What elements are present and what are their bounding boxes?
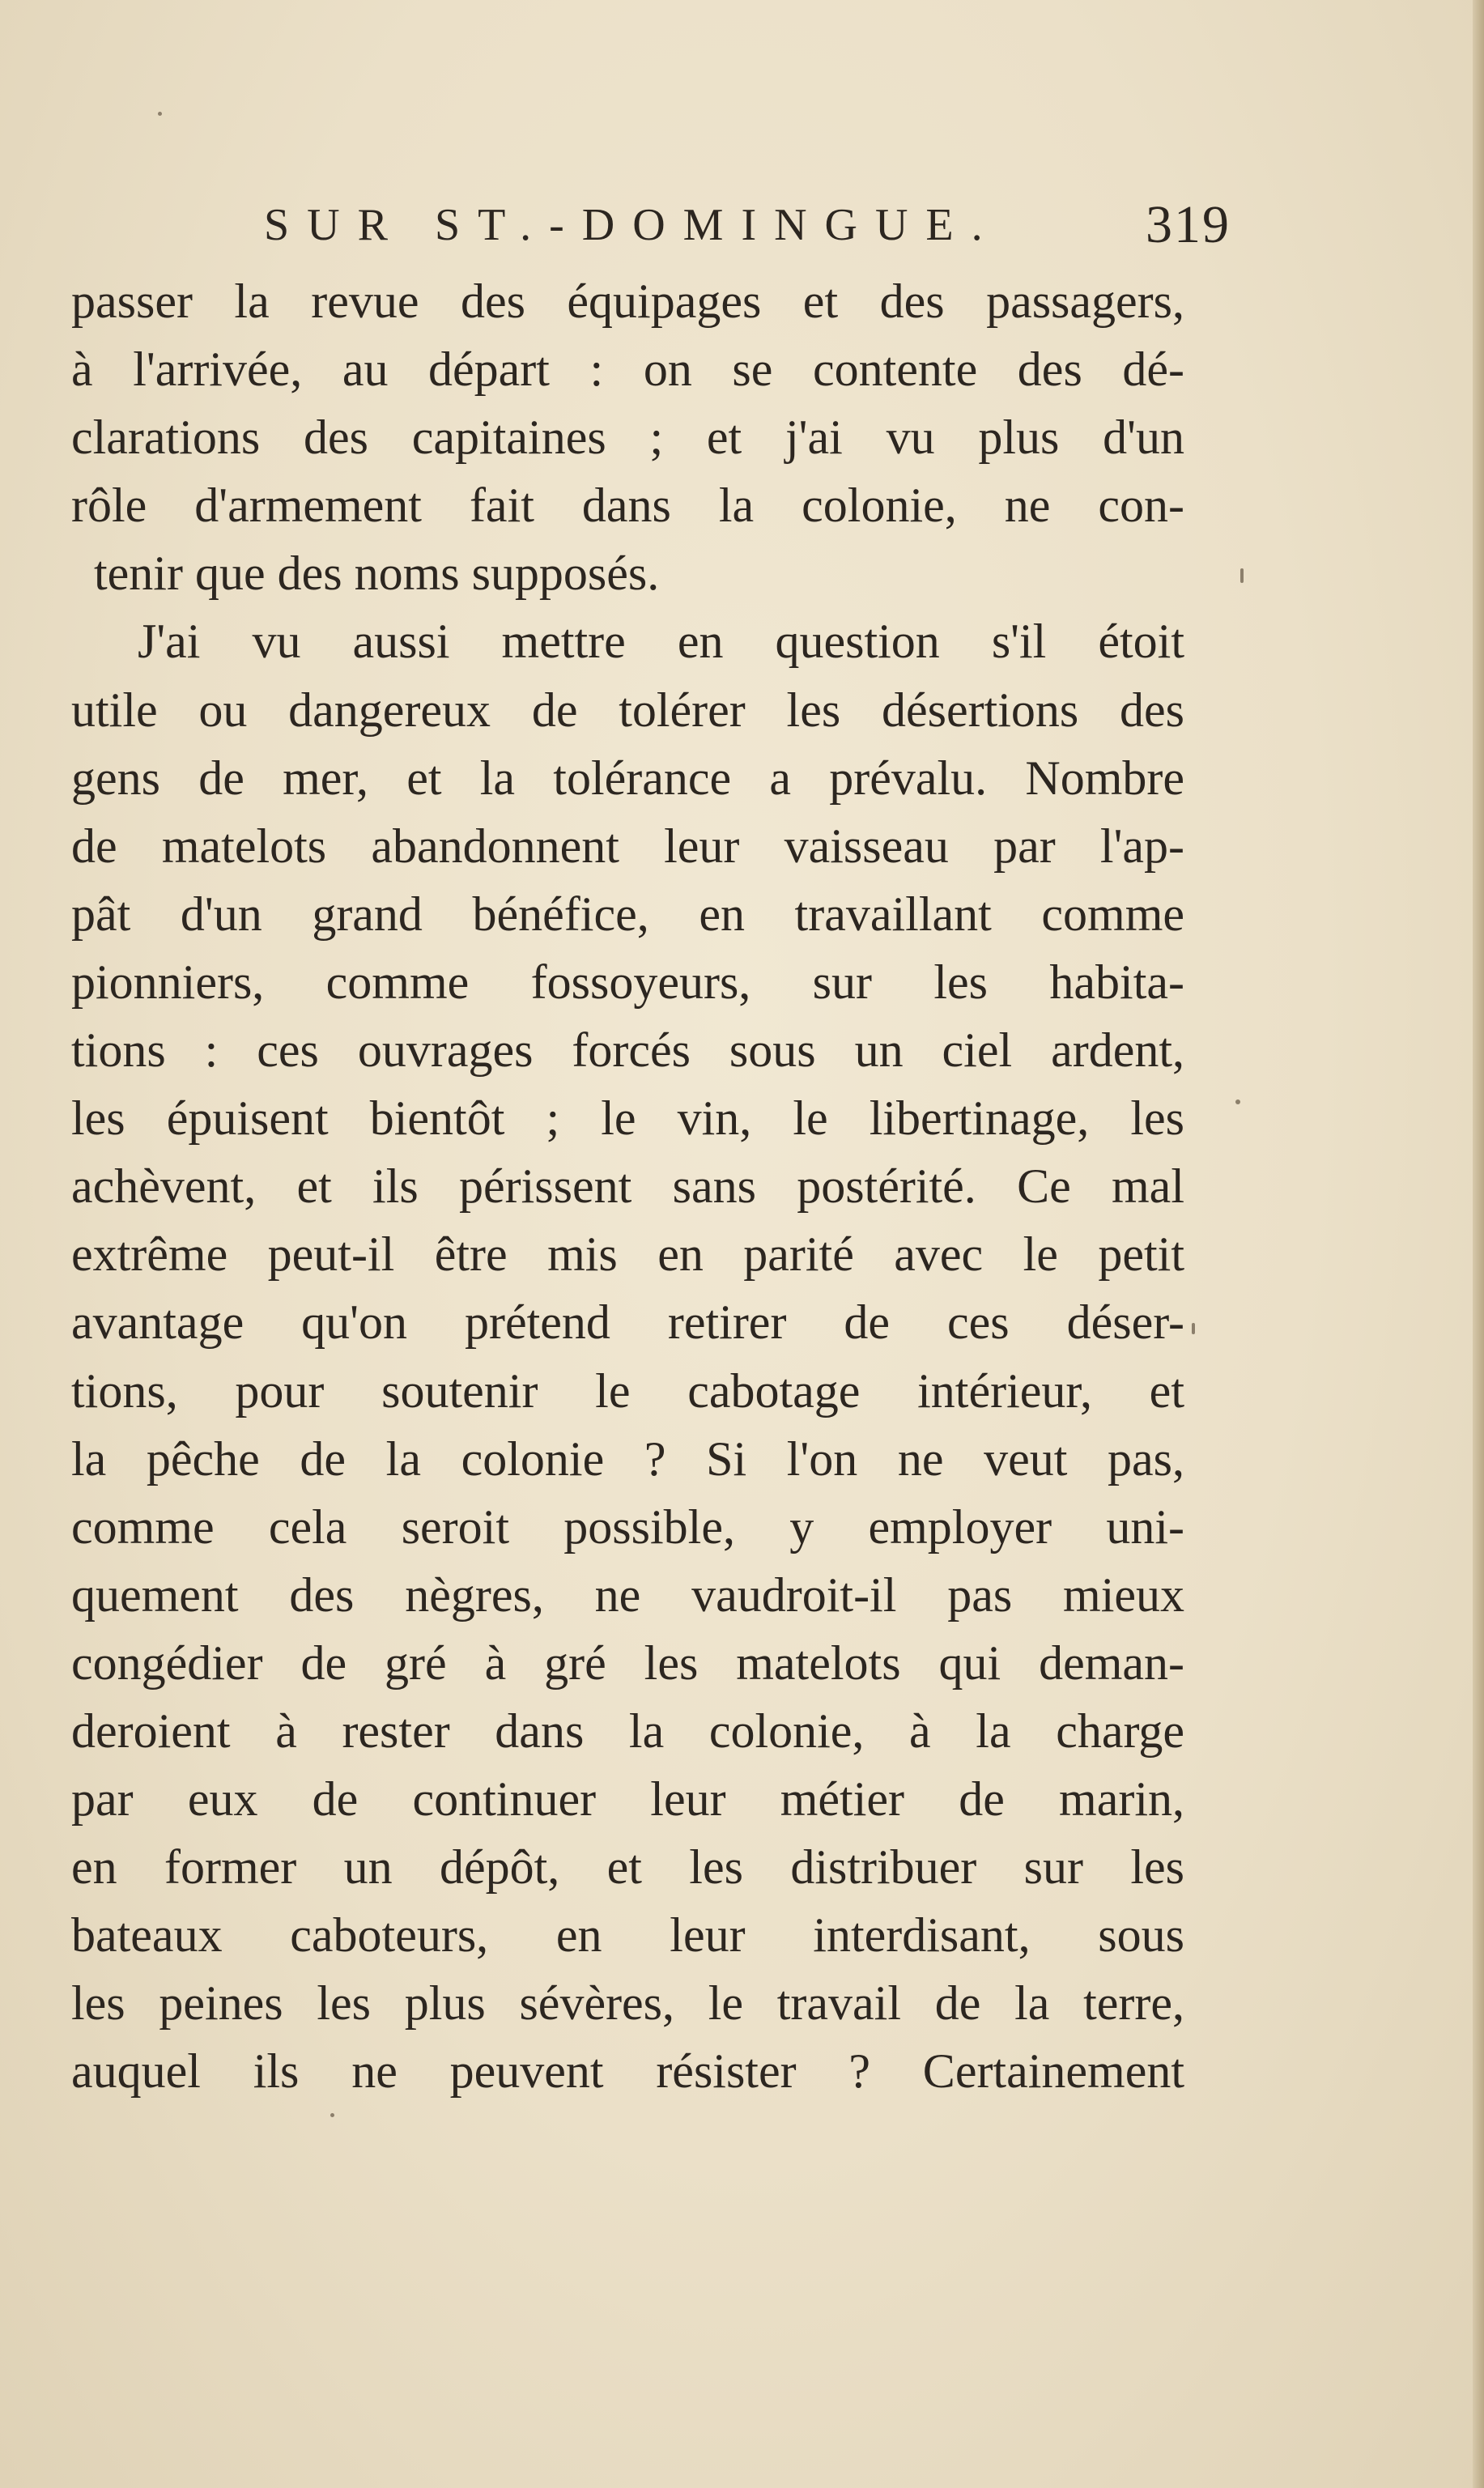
paper-speck	[330, 2113, 334, 2117]
text-line: de matelots abandonnent leur vaisseau par l'ap-	[71, 819, 1184, 873]
page-edge	[1473, 0, 1484, 2488]
page-header	[235, 194, 1231, 267]
running-title: SUR ST.-DOMINGUE.	[264, 200, 1001, 250]
text-line: tenir que des noms supposés.	[94, 547, 660, 601]
text-line: gens de mer, et la tolérance a prévalu. Nombre	[71, 751, 1184, 805]
text-line: la pêche de la colonie ? Si l'on ne veut pas,	[71, 1431, 1184, 1486]
text-line: clarations des capitaines ; et j'ai vu plus d'un	[71, 410, 1184, 465]
text-line: pât d'un grand bénéfice, en travaillant comme	[71, 887, 1184, 941]
text-line: comme cela seroit possible, y employer uni-	[71, 1499, 1184, 1554]
text-line: par eux de continuer leur métier de marin,	[71, 1772, 1184, 1827]
page-number: 319	[1146, 195, 1231, 254]
paper-speck	[1235, 1099, 1240, 1104]
text-line: tions : ces ouvrages forcés sous un ciel ardent,	[71, 1023, 1184, 1078]
text-line: rôle d'armement fait dans la colonie, ne con-	[71, 478, 1184, 533]
text-line: pionniers, comme fossoyeurs, sur les habita-	[71, 955, 1184, 1009]
text-line: extrême peut-il être mis en parité avec le petit	[71, 1227, 1184, 1282]
text-line: les épuisent bientôt ; le vin, le libertinage, les	[71, 1091, 1184, 1146]
text-line: à l'arrivée, au départ : on se contente des dé-	[71, 342, 1184, 397]
text-line: auquel ils ne peuvent résister ? Certainement	[71, 2044, 1184, 2099]
text-line: utile ou dangereux de tolérer les désertions des	[71, 683, 1184, 737]
text-line: avantage qu'on prétend retirer de ces déser-	[71, 1295, 1184, 1350]
text-line: tions, pour soutenir le cabotage intérieur, et	[71, 1363, 1184, 1418]
text-line: bateaux caboteurs, en leur interdisant, sous	[71, 1908, 1184, 1963]
text-line: quement des nègres, ne vaudroit-il pas mieux	[71, 1567, 1184, 1622]
paper-speck	[158, 112, 162, 116]
text-line: les peines les plus sévères, le travail de la terre,	[71, 1976, 1184, 2031]
text-line: achèvent, et ils périssent sans postérité. Ce mal	[71, 1159, 1184, 1214]
paper-speck	[1192, 1323, 1195, 1334]
text-line: en former un dépôt, et les distribuer sur les	[71, 1840, 1184, 1895]
text-line: passer la revue des équipages et des passagers,	[71, 274, 1184, 328]
text-line: deroient à rester dans la colonie, à la charge	[71, 1703, 1184, 1758]
text-line: J'ai vu aussi mettre en question s'il étoit	[138, 615, 1184, 669]
body-text	[71, 267, 1184, 2106]
text-line: congédier de gré à gré les matelots qui deman-	[71, 1635, 1184, 1690]
paper-speck	[1240, 568, 1244, 583]
